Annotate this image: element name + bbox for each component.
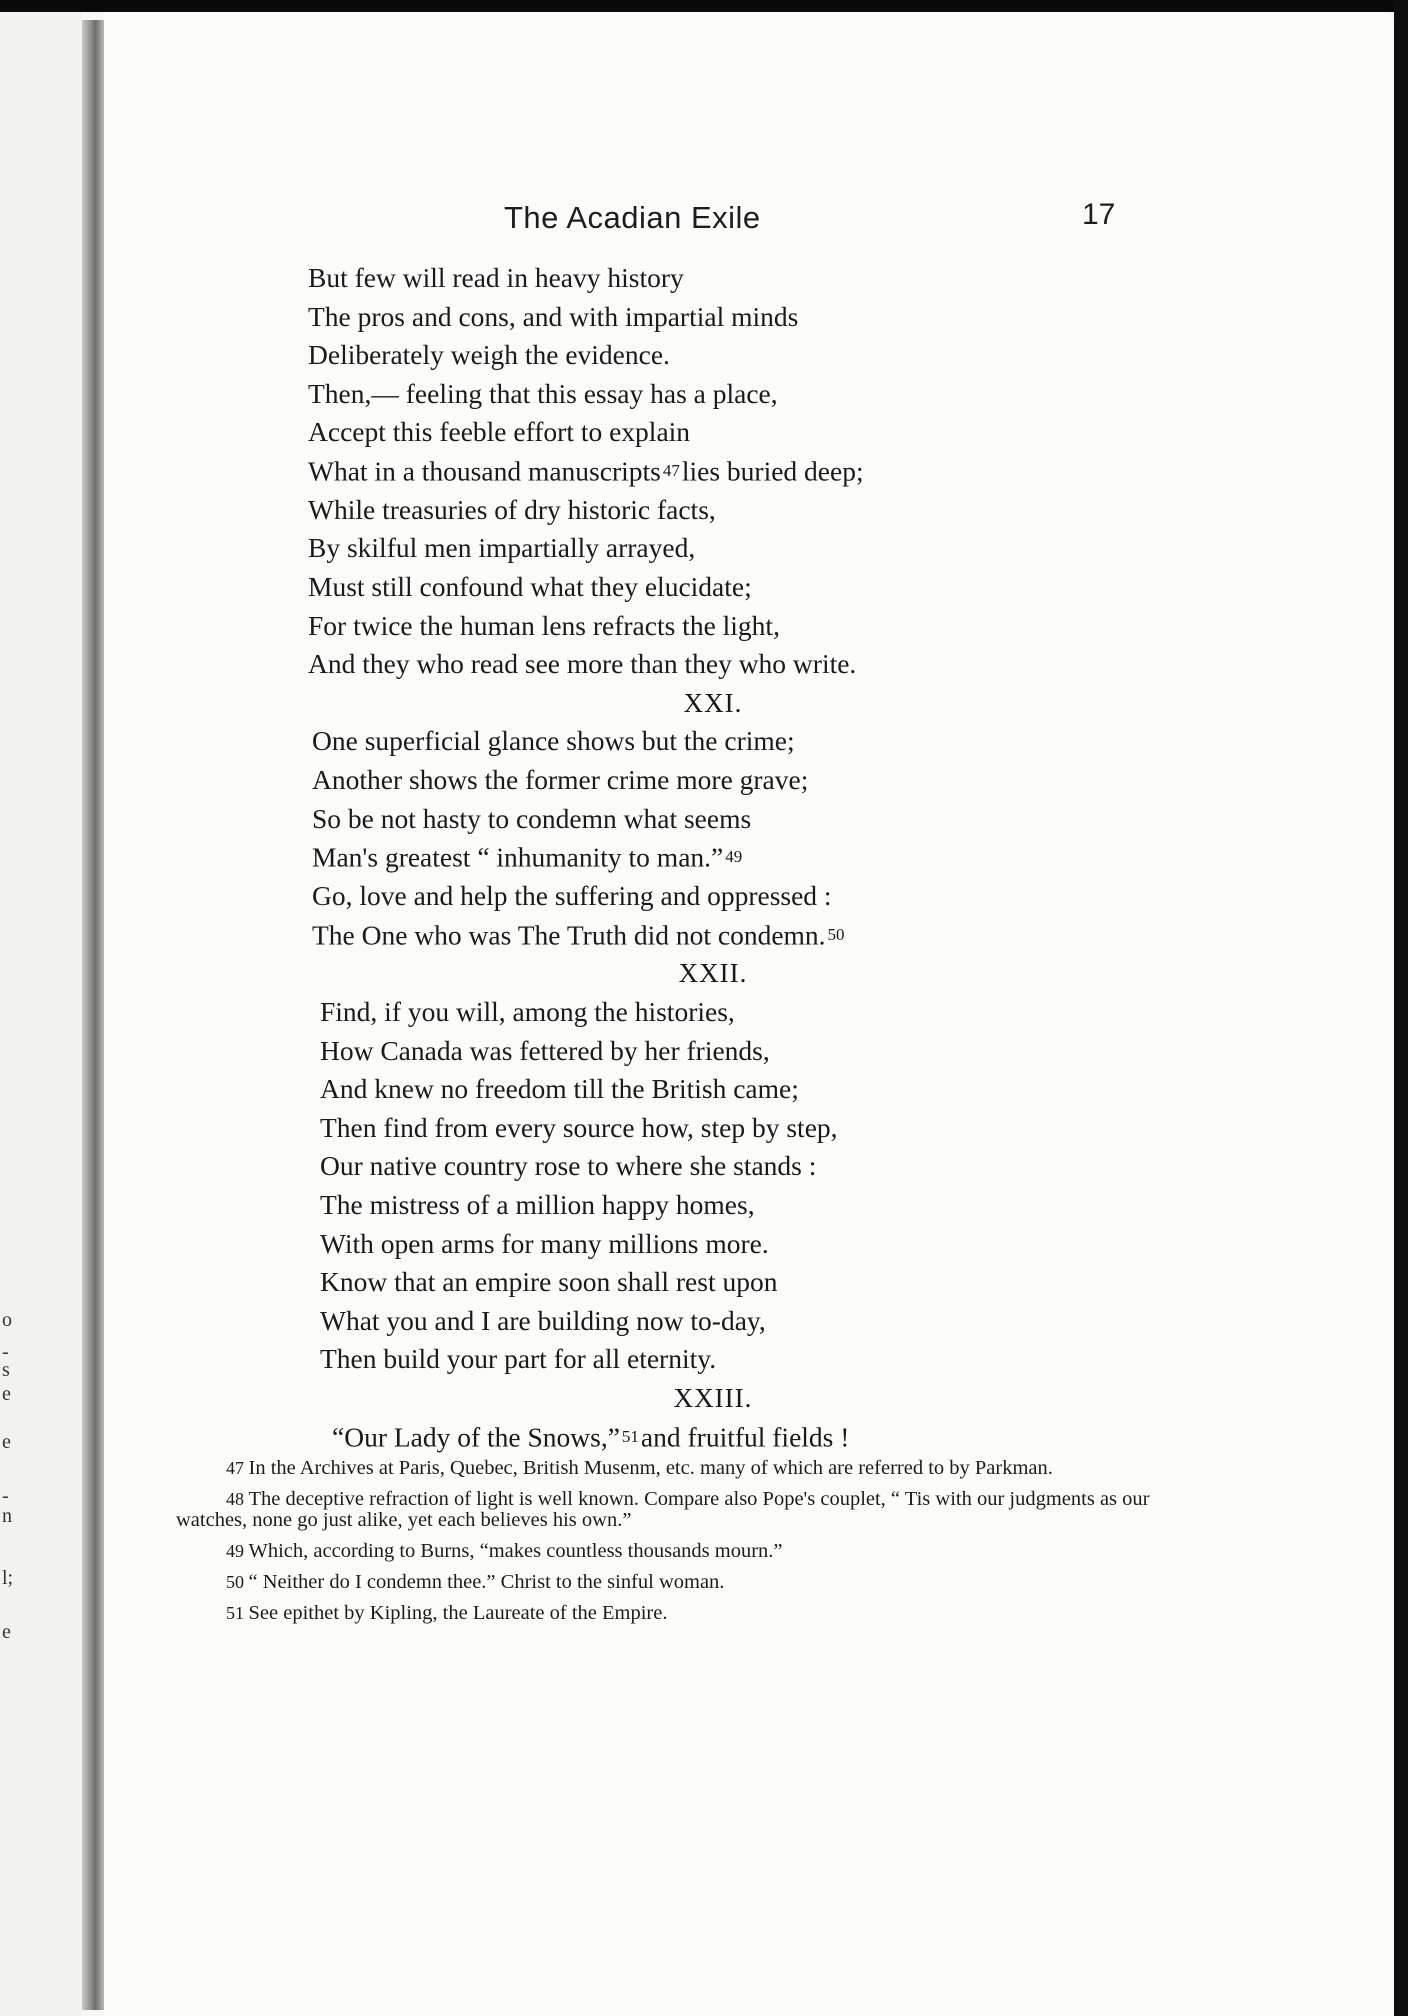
- poem-line: By skilful men impartially arrayed,: [308, 532, 696, 564]
- stanza-block: [308, 259, 1128, 684]
- stanza-heading: XXI.: [683, 687, 743, 718]
- margin-fragment: -: [2, 1485, 9, 1507]
- margin-fragment: e: [2, 1383, 11, 1405]
- poem-line: One superficial glance shows but the crime;: [312, 725, 795, 757]
- poem-line: The mistress of a million happy homes,: [320, 1189, 755, 1220]
- poem-line: Then,— feeling that this essay has a place,: [308, 377, 778, 409]
- margin-fragment: e: [2, 1431, 11, 1453]
- stanza-block: [308, 993, 1128, 1379]
- poem-line: Then find from every source how, step by step,: [320, 1111, 838, 1143]
- poem-line: So be not hasty to condemn what seems: [312, 802, 752, 834]
- footnote-number: 50: [226, 1572, 249, 1592]
- poem-line: Another shows the former crime more grave;: [312, 763, 809, 795]
- poem-line-text: and fruitful fields !: [640, 1420, 850, 1452]
- poem-line: Accept this feeble effort to explain: [308, 416, 691, 448]
- poem-line: How Canada was fettered by her friends,: [320, 1034, 770, 1066]
- poem-line: What you and I are building now to-day,: [320, 1304, 766, 1336]
- footnote-number: 47: [226, 1458, 249, 1478]
- poem-line: While treasuries of dry historic facts,: [308, 493, 716, 525]
- poem-line-text: The One who was The Truth did not condemn.: [312, 918, 826, 950]
- footnote: [176, 1489, 1166, 1531]
- footnote: [176, 1603, 1166, 1624]
- margin-fragment: s: [2, 1359, 10, 1381]
- margin-fragment: l;: [2, 1567, 14, 1589]
- poem-line-text: What in a thousand manuscripts: [308, 455, 661, 487]
- poem-line: [308, 452, 1128, 491]
- scan-border-right: [1394, 0, 1408, 2016]
- margin-fragment: -: [2, 1341, 9, 1363]
- footnote-reference: 49: [725, 847, 743, 867]
- footnote: [176, 1458, 1166, 1479]
- poem-line-text: lies buried deep;: [681, 455, 864, 487]
- margin-fragment: o: [2, 1309, 12, 1331]
- poem-line-text: Man's greatest “ inhumanity to man.”: [312, 841, 724, 873]
- footnote: [176, 1541, 1166, 1562]
- poem-line: And they who read see more than they who write.: [308, 648, 857, 680]
- poem-line: Then build your part for all eternity.: [320, 1343, 717, 1375]
- book-gutter: [82, 20, 104, 2010]
- poem-line-text: “Our Lady of the Snows,”: [332, 1420, 620, 1452]
- footnote-text: “ Neither do I condemn thee.” Christ to the sinful woman.: [248, 1571, 725, 1593]
- poem-line: For twice the human lens refracts the light,: [308, 609, 780, 641]
- footnote-text: The deceptive refraction of light is well known. Compare also Pope's couplet, “ Tis with our judgments as our watches, none go just alike, yet each believes his own.”: [176, 1488, 1150, 1531]
- stanza-heading: XXIII.: [673, 1382, 753, 1413]
- poem-line: But few will read in heavy history: [308, 262, 684, 293]
- poem-line: Go, love and help the suffering and oppressed :: [312, 880, 832, 911]
- left-page-edge: [0, 12, 82, 2016]
- margin-fragment: n: [2, 1505, 12, 1527]
- footnote: [176, 1572, 1166, 1593]
- footnote-reference: 51: [621, 1426, 639, 1446]
- poem-line: The pros and cons, and with impartial minds: [308, 300, 799, 332]
- poem-line: Know that an empire soon shall rest upon: [320, 1266, 778, 1298]
- stanza-block: [308, 1418, 1128, 1457]
- footnote-number: 51: [226, 1603, 249, 1623]
- scan-border-top: [0, 0, 1408, 12]
- footnote-reference: 50: [827, 924, 845, 944]
- poem-line: [308, 916, 1128, 955]
- footnote-number: 49: [226, 1541, 249, 1561]
- poem-line: Find, if you will, among the histories,: [320, 996, 735, 1028]
- poem-body: [308, 259, 1128, 1456]
- poem-line: Must still confound what they elucidate;: [308, 571, 752, 602]
- page-number: 17: [1082, 198, 1116, 231]
- poem-line: With open arms for many millions more.: [320, 1227, 769, 1259]
- margin-fragment: e: [2, 1621, 11, 1643]
- stanza-heading: XXII.: [678, 958, 748, 989]
- poem-line: Deliberately weigh the evidence.: [308, 339, 670, 371]
- footnote-reference: 47: [662, 460, 680, 480]
- footnote-text: Which, according to Burns, “makes countless thousands mourn.”: [248, 1540, 783, 1562]
- poem-line: Our native country rose to where she stands :: [320, 1150, 817, 1182]
- running-head: The Acadian Exile: [504, 200, 761, 235]
- footnote-text: See epithet by Kipling, the Laureate of the Empire.: [248, 1602, 668, 1624]
- stanza-block: [308, 722, 1128, 954]
- poem-line: [308, 1418, 1128, 1457]
- footnote-text: In the Archives at Paris, Quebec, British Musenm, etc. many of which are referred to by Parkman.: [248, 1457, 1053, 1479]
- footnotes: [176, 1458, 1166, 1634]
- poem-line: And knew no freedom till the British came;: [320, 1073, 799, 1105]
- footnote-number: 48: [226, 1489, 249, 1509]
- poem-line: [308, 838, 1128, 877]
